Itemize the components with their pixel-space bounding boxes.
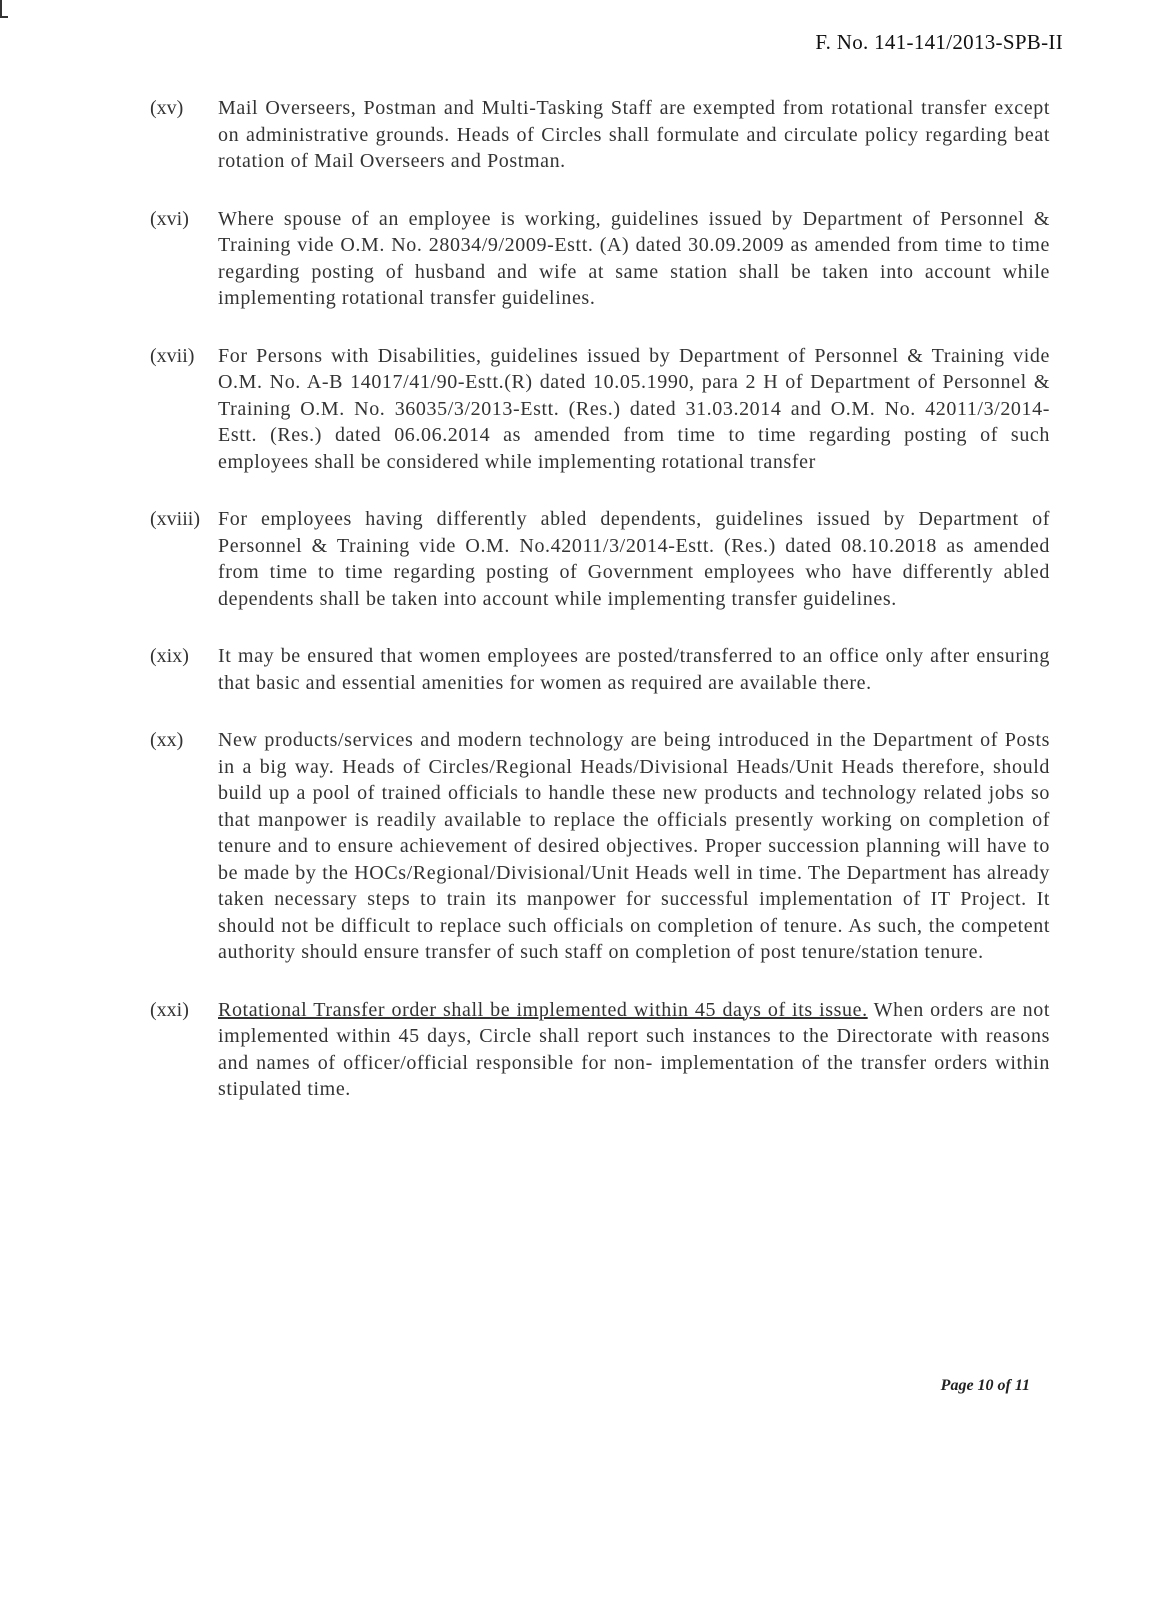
item-number: (xv) bbox=[150, 97, 184, 119]
list-item-xv bbox=[150, 95, 1050, 175]
item-number: (xviii) bbox=[150, 508, 200, 530]
file-number: F. No. 141-141/2013-SPB-II bbox=[815, 30, 1063, 54]
item-number: (xvii) bbox=[150, 344, 195, 367]
list-item-xviii bbox=[150, 506, 1050, 612]
scan-corner-mark bbox=[0, 0, 8, 18]
list-item-xxi bbox=[150, 997, 1050, 1103]
item-number: (xxi) bbox=[150, 998, 189, 1021]
list-item-xx bbox=[150, 727, 1050, 966]
item-text: It may be ensured that women employees are posted/transferred to an office only after ensuring that basic and essential amenities for women as required are available there. bbox=[218, 645, 1050, 694]
item-text-block bbox=[218, 997, 1050, 1103]
item-underlined-sentence: Rotational Transfer order shall be implemented within 45 days of its issue. bbox=[218, 998, 868, 1021]
list-item-xix bbox=[150, 643, 1050, 696]
item-number: (xx) bbox=[150, 729, 184, 751]
page-number: Page 10 of 11 bbox=[940, 1377, 1030, 1394]
item-text: When orders are not implemented within 45 days, Circle shall report such instances to the Directorate with reasons and names of officer/official responsible for non- implementation of the transfer orders within stipulated time. bbox=[218, 998, 1050, 1100]
item-text: Mail Overseers, Postman and Multi-Tasking Staff are exempted from rotational transfer except on administrative grounds. Heads of Circles shall formulate and circulate policy regarding beat rotation of Mail Overseers and Postman. bbox=[218, 97, 1050, 172]
item-text: For employees having differently abled dependents, guidelines issued by Department of Personnel & Training vide O.M. No.42011/3/2014-Estt. (Res.) dated 08.10.2018 as amended from time to time regarding posting of Government employees who have differently abled dependents shall be taken into account while implementing transfer guidelines. bbox=[218, 508, 1050, 610]
item-text: Where spouse of an employee is working, guidelines issued by Department of Personnel & Training vide O.M. No. 28034/9/2009-Estt. (A) dated 30.09.2009 as amended from time to time regarding posting of husband and wife at same station shall be taken into account while implementing rotational transfer guidelines. bbox=[218, 207, 1050, 309]
item-number: (xvi) bbox=[150, 207, 189, 230]
list-item-xvii bbox=[150, 343, 1050, 476]
item-text: New products/services and modern technology are being introduced in the Department of Posts in a big way. Heads of Circles/Regional Heads/Divisional Heads/Unit Heads therefore, should build up a pool of trained officials to handle these new products and technology related jobs so that manpower is readily available to replace the officials presently working on completion of tenure and to ensure achievement of desired objectives. Proper succession planning will have to be made by the HOCs/Regional/Divisional/Unit Heads well in time. The Department has already taken necessary steps to train its manpower for successful implementation of IT Project. It should not be difficult to replace such officials on completion of tenure. As such, the competent authority should ensure transfer of such staff on completion of post tenure/station tenure. bbox=[218, 729, 1050, 963]
list-item-xvi bbox=[150, 206, 1050, 312]
item-number: (xix) bbox=[150, 645, 189, 667]
guidelines-list bbox=[150, 95, 1050, 1134]
item-text: For Persons with Disabilities, guidelines issued by Department of Personnel & Training vide O.M. No. A-B 14017/41/90-Estt.(R) dated 10.05.1990, para 2 H of Department of Personnel & Training O.M. No. 36035/3/2013-Estt. (Res.) dated 31.03.2014 and O.M. No. 42011/3/2014-Estt. (Res.) dated 06.06.2014 as amended from time to time regarding posting of such employees shall be considered while implementing rotational transfer bbox=[218, 344, 1050, 473]
